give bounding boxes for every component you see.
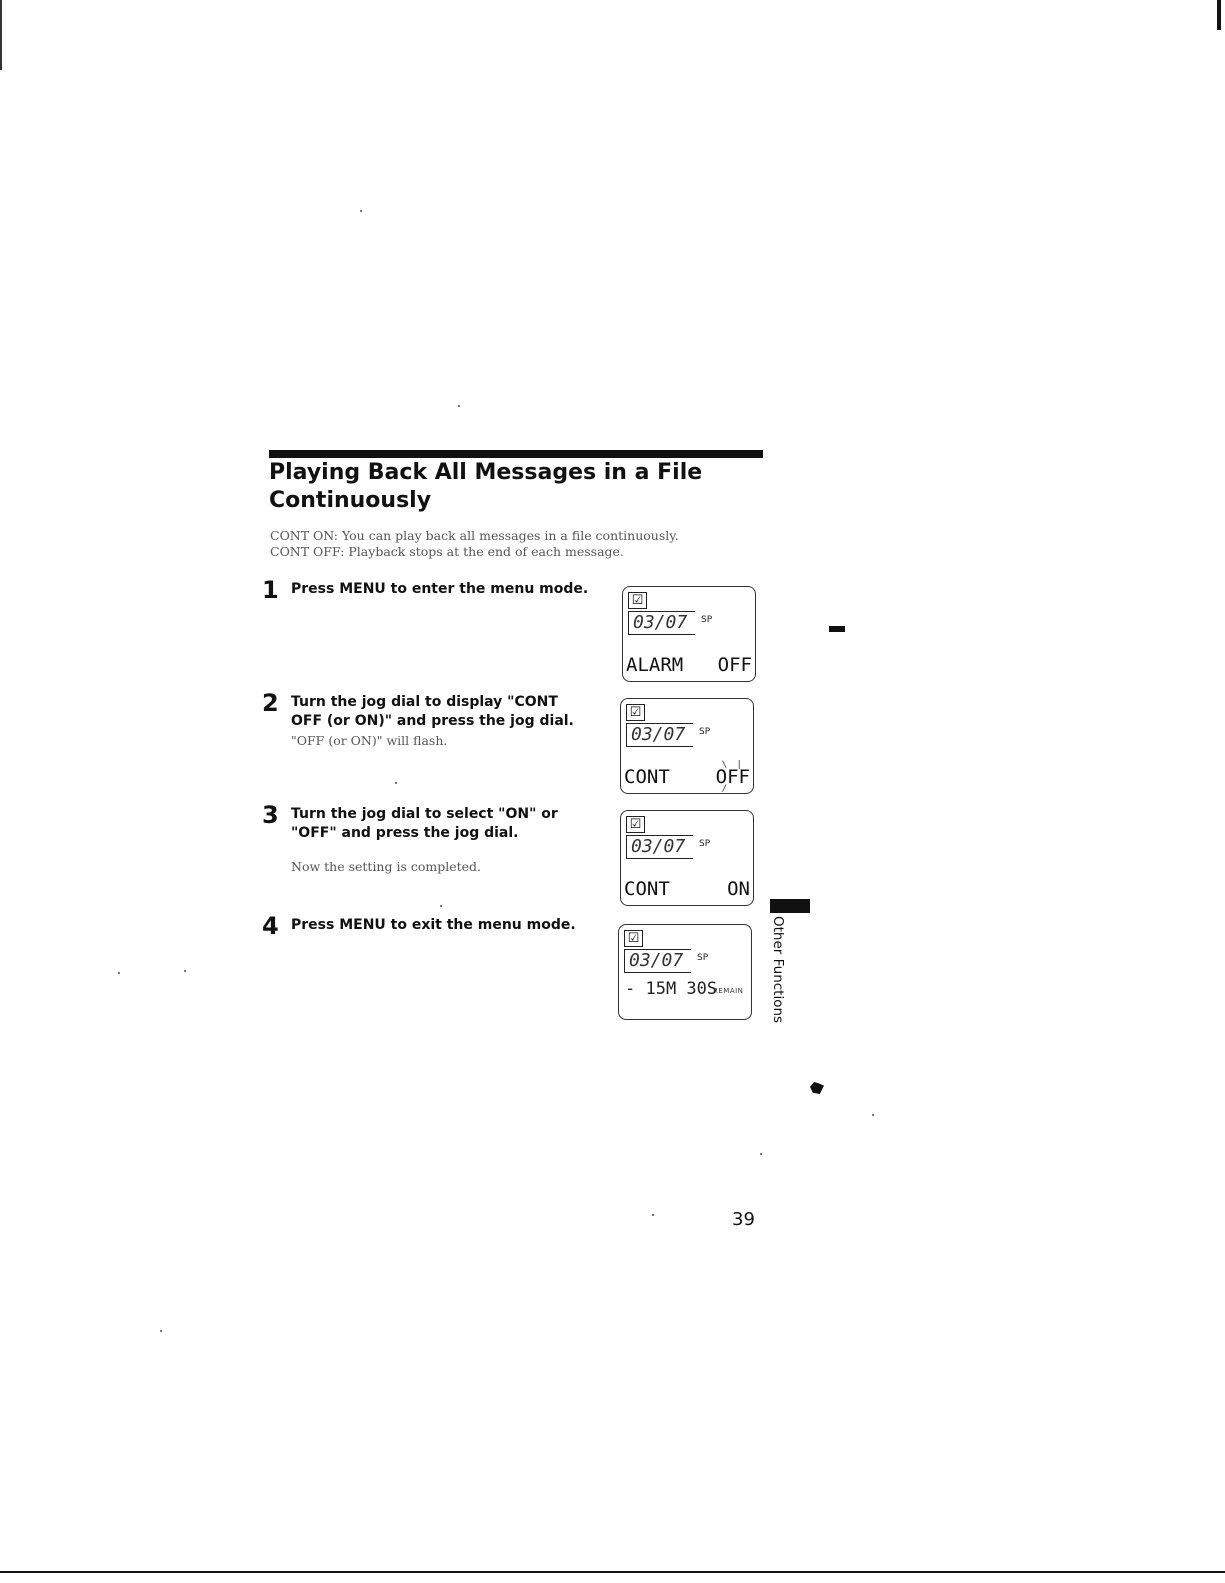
- menu-line: [624, 765, 750, 789]
- remain-label: REMAIN: [713, 987, 744, 995]
- scan-speck: [360, 210, 362, 212]
- scan-speck: [652, 1214, 654, 1216]
- lcd-display-cont-on: [620, 810, 754, 906]
- menu-item: CONT: [624, 878, 670, 900]
- title-line-2: Continuously: [269, 488, 432, 513]
- title-rule: [269, 450, 763, 458]
- step-number: 1: [262, 576, 279, 604]
- section-label: Other Functions: [770, 916, 786, 1024]
- message-counter: 03/07: [626, 723, 693, 747]
- menu-value: ON: [727, 878, 750, 900]
- message-counter: 03/07: [626, 835, 693, 859]
- step-instruction: Press MENU to exit the menu mode.: [291, 917, 576, 933]
- step-number: 4: [262, 912, 279, 940]
- section-tab: [770, 899, 810, 913]
- step-instruction: Turn the jog dial to select "ON" or "OFF" and press the jog dial.: [291, 806, 558, 841]
- check-icon: ☑: [626, 816, 645, 833]
- intro-line-cont-off: CONT OFF: Playback stops at the end of each message.: [270, 544, 624, 559]
- scan-speck: [395, 782, 397, 784]
- mode-indicator: SP: [697, 953, 709, 963]
- step-note: Now the setting is completed.: [291, 859, 482, 874]
- scan-speck: [184, 970, 186, 972]
- step-instruction: Turn the jog dial to display "CONT OFF (or ON)" and press the jog dial.: [291, 694, 574, 729]
- step-2: [262, 689, 592, 749]
- step-instruction: Press MENU to enter the menu mode.: [291, 581, 589, 597]
- menu-value-flashing: \ | / OFF: [716, 765, 750, 789]
- lcd-display-alarm-off: [622, 586, 756, 682]
- step-note: "OFF (or ON)" will flash.: [291, 733, 448, 748]
- step-number: 3: [262, 801, 279, 829]
- menu-item: ALARM: [626, 654, 684, 676]
- mode-indicator: SP: [699, 839, 711, 849]
- step-number: 2: [262, 689, 279, 717]
- scan-speck: [118, 972, 120, 974]
- remaining-time: - 15M 30S: [625, 979, 718, 999]
- lcd-display-cont-off: [620, 698, 754, 794]
- lcd-display-remain: [618, 924, 752, 1020]
- page-title: [269, 459, 789, 515]
- menu-value: OFF: [717, 654, 752, 676]
- scan-speck: [458, 405, 460, 407]
- check-icon: ☑: [626, 704, 645, 721]
- mode-indicator: SP: [699, 727, 711, 737]
- page-edge: [1217, 0, 1221, 30]
- scan-speck: [872, 1114, 874, 1116]
- step-3: [262, 801, 562, 875]
- step-1: [262, 576, 592, 604]
- intro-text: [270, 528, 740, 560]
- scan-speck: [760, 1153, 762, 1155]
- scan-speck: [160, 1330, 162, 1332]
- mode-indicator: SP: [701, 615, 713, 625]
- page-number: 39: [732, 1209, 755, 1230]
- menu-item: CONT: [624, 766, 670, 788]
- intro-line-cont-on: CONT ON: You can play back all messages in a file continuously.: [270, 528, 679, 543]
- index-marker: [829, 626, 845, 632]
- scan-mark: [810, 1082, 824, 1094]
- check-icon: ☑: [624, 930, 643, 947]
- message-counter: 03/07: [628, 611, 695, 635]
- step-4: [262, 912, 592, 940]
- page-edge: [0, 1571, 1225, 1573]
- message-counter: 03/07: [624, 949, 691, 973]
- scan-speck: [440, 905, 442, 907]
- menu-line: [624, 877, 750, 901]
- title-line-1: Playing Back All Messages in a File: [269, 460, 703, 485]
- menu-line: [626, 653, 752, 677]
- check-icon: ☑: [628, 592, 647, 609]
- page-edge: [0, 0, 2, 70]
